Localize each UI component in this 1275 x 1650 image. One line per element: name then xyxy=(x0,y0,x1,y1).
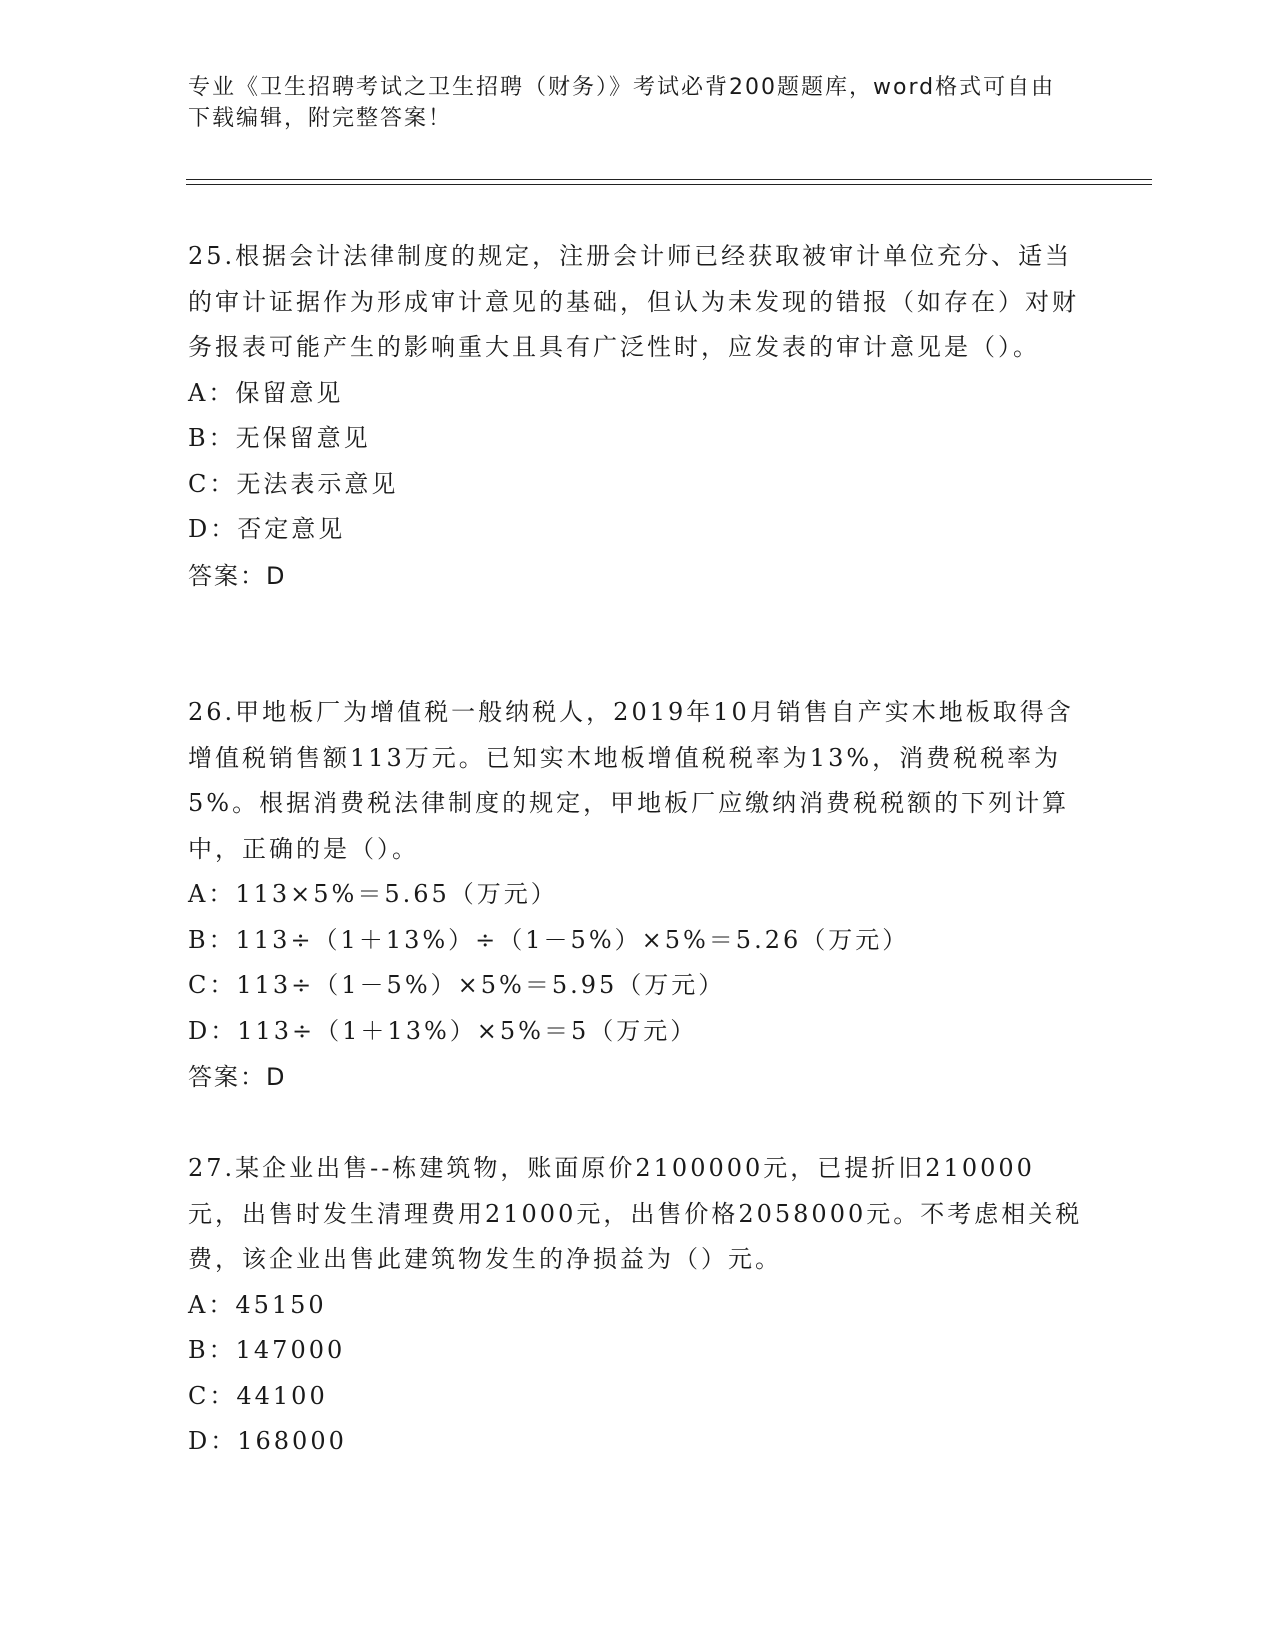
option-key: B： xyxy=(188,424,236,452)
option-key: C： xyxy=(188,469,237,498)
answer-value: D xyxy=(266,561,287,590)
option-key: D： xyxy=(188,1427,238,1455)
option-key: A： xyxy=(188,1290,236,1319)
option-key: C： xyxy=(188,971,237,999)
option-text: 113÷（1＋13%）×5%＝5（万元） xyxy=(237,1016,698,1045)
question-number: 26. xyxy=(188,698,236,726)
option-key: D： xyxy=(188,1016,238,1045)
question-stem xyxy=(188,234,1088,371)
answer-label: 答案： xyxy=(188,561,266,590)
question-27 xyxy=(188,1146,1088,1465)
header-divider-bottom xyxy=(186,184,1152,185)
question-text: 根据会计法律制度的规定，注册会计师已经获取被审计单位充分、适当的审计证据作为形成审计意见的基础，但认为未发现的错报（如存在）对财务报表可能产生的影响重大且具有广泛性时，应发表的审计意见是（）。 xyxy=(188,242,1079,361)
option-key: C： xyxy=(188,1381,237,1410)
answer-value: D xyxy=(266,1063,287,1091)
question-25 xyxy=(188,234,1088,599)
option-text: 113÷（1＋13%）÷（1－5%）×5%＝5.26（万元） xyxy=(235,925,910,954)
option-text: 113÷（1－5%）×5%＝5.95（万元） xyxy=(236,971,726,999)
answer-line xyxy=(188,553,1088,599)
header-divider-top xyxy=(186,179,1152,180)
question-text: 某企业出售--栋建筑物，账面原价2100000元，已提折旧210000元，出售时发生清理费用21000元，出售价格2058000元。不考虑相关税费，该企业出售此建筑物发生的净损益为（）元。 xyxy=(188,1154,1083,1273)
option-d xyxy=(188,1419,1088,1465)
option-text: 44100 xyxy=(236,1381,328,1410)
option-c xyxy=(188,1374,1088,1420)
option-text: 45150 xyxy=(235,1290,327,1319)
option-a xyxy=(188,1283,1088,1329)
question-text: 甲地板厂为增值税一般纳税人，2019年10月销售自产实木地板取得含增值税销售额113万元。已知实木地板增值税税率为13%，消费税税率为5%。根据消费税法律制度的规定，甲地板厂应缴纳消费税税额的下列计算中，正确的是（）。 xyxy=(188,698,1074,863)
option-key: A： xyxy=(188,378,236,407)
answer-label: 答案： xyxy=(188,1063,266,1091)
option-text: 保留意见 xyxy=(235,378,344,407)
question-number: 27. xyxy=(188,1154,236,1182)
document-header xyxy=(188,72,1068,134)
option-c xyxy=(188,462,1088,508)
option-d xyxy=(188,507,1088,553)
option-text: 无法表示意见 xyxy=(236,469,399,498)
option-b xyxy=(188,1328,1088,1374)
header-text: 专业《卫生招聘考试之卫生招聘（财务）》考试必背200题题库，word格式可自由下载编辑，附完整答案！ xyxy=(188,75,1056,131)
question-number: 25. xyxy=(188,242,236,270)
option-key: B： xyxy=(188,925,236,954)
option-key: A： xyxy=(188,880,236,908)
option-text: 113×5%＝5.65（万元） xyxy=(235,880,558,908)
option-c xyxy=(188,963,1088,1009)
option-text: 否定意见 xyxy=(237,515,346,543)
question-26 xyxy=(188,690,1088,1100)
option-d xyxy=(188,1009,1088,1055)
option-a xyxy=(188,371,1088,417)
option-key: D： xyxy=(188,515,238,543)
question-stem xyxy=(188,1146,1088,1283)
option-a xyxy=(188,872,1088,918)
answer-line xyxy=(188,1054,1088,1100)
option-text: 无保留意见 xyxy=(235,424,371,452)
option-key: B： xyxy=(188,1336,236,1364)
option-text: 168000 xyxy=(237,1427,347,1455)
option-b xyxy=(188,918,1088,964)
option-b xyxy=(188,416,1088,462)
option-text: 147000 xyxy=(235,1336,346,1364)
question-stem xyxy=(188,690,1088,872)
